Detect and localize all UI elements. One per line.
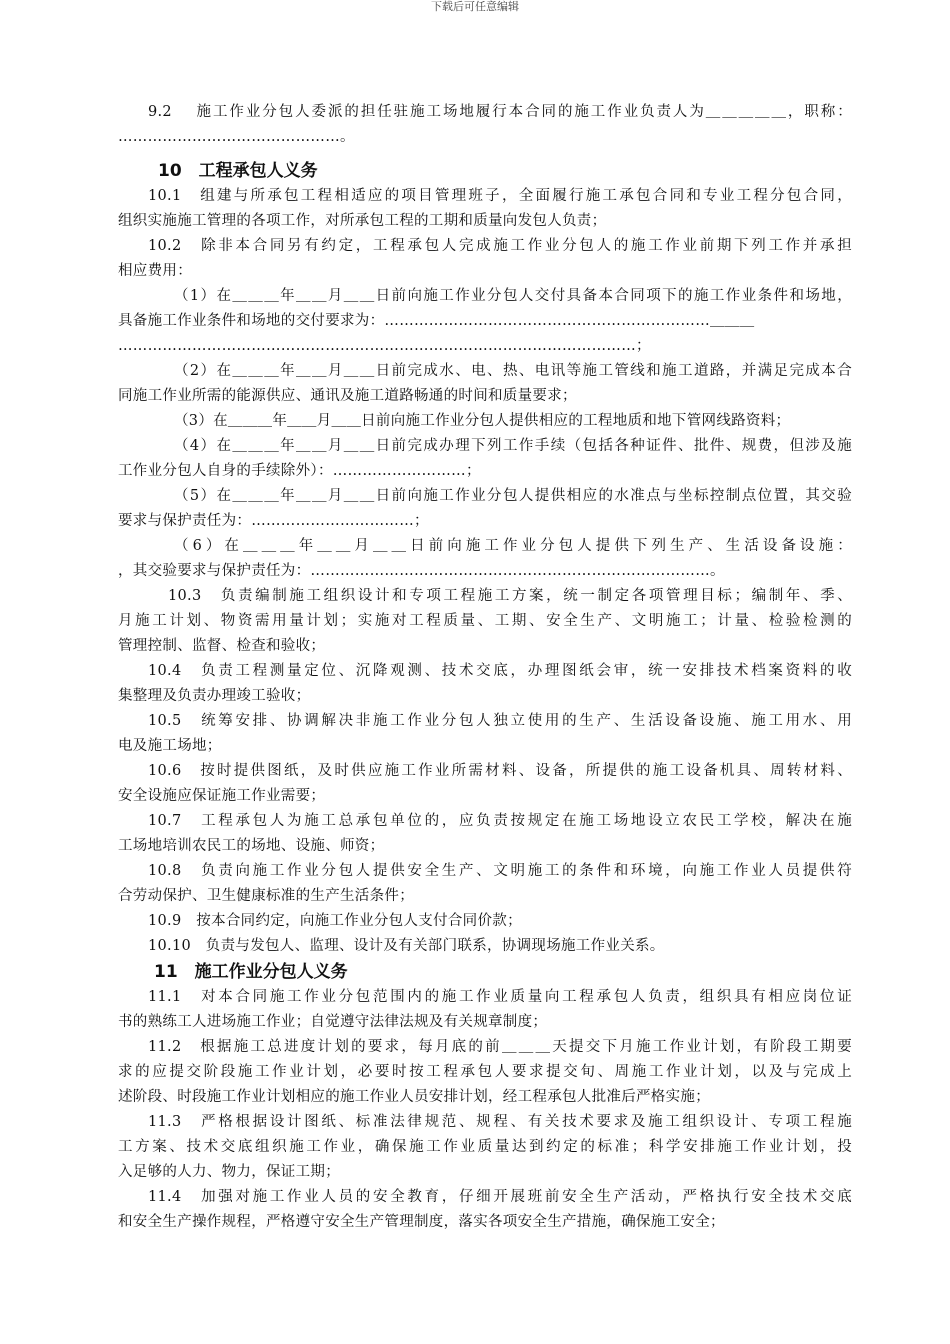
document-line: 述阶段、时段施工作业计划相应的施工作业人员安排计划，经工程承包人批准后严格实施；: [118, 1089, 710, 1105]
document-line: 和安全生产操作规程，严格遵守安全生产管理制度，落实各项安全生产措施，确保施工安全；: [118, 1214, 725, 1230]
document-line: 具备施工作业条件和场地的交付要求为：…………………………………………………………＿＿＿: [118, 313, 755, 329]
document-line: ………………………………………。: [118, 129, 355, 145]
document-line: 10.5 统筹安排、协调解决非施工作业分包人独立使用的生产、生活设备设施、施工用水、用: [148, 713, 852, 729]
section-heading: 10 工程承包人义务: [158, 161, 318, 181]
document-line: 10.2 除非本合同另有约定，工程承包人完成施工作业分包人的施工作业前期下列工作并承担: [148, 238, 852, 254]
document-line: 集整理及负责办理竣工验收；: [118, 688, 311, 704]
document-line: 10.3 负责编制施工组织设计和专项工程施工方案，统一制定各项管理目标；编制年、季、: [168, 588, 852, 604]
document-line: （3）在＿＿＿年＿＿月＿＿日前向施工作业分包人提供相应的工程地质和地下管网线路资料；: [174, 413, 791, 429]
document-line: 10.8 负责向施工作业分包人提供安全生产、文明施工的条件和环境，向施工作业人员提供符: [148, 863, 852, 879]
document-line: 要求与保护责任为：……………………………；: [118, 513, 429, 529]
document-line: （1）在＿＿＿年＿＿月＿＿日前向施工作业分包人交付具备本合同项下的施工作业条件和场地，: [174, 288, 852, 304]
document-line: 10.1 组建与所承包工程相适应的项目管理班子，全面履行施工承包合同和专业工程分包合同，: [148, 188, 852, 204]
document-line: 电及施工场地；: [118, 738, 222, 754]
document-line: 同施工作业所需的能源供应、通讯及施工道路畅通的时间和质量要求；: [118, 388, 577, 404]
document-line: 求的应提交阶段施工作业计划，必要时按工程承包人要求提交旬、周施工作业计划，以及与完成上: [118, 1064, 852, 1080]
document-line: 合劳动保护、卫生健康标准的生产生活条件；: [118, 888, 414, 904]
document-line: 10.6 按时提供图纸，及时供应施工作业所需材料、设备，所提供的施工设备机具、周转材料、: [148, 763, 852, 779]
document-line: 工方案、技术交底组织施工作业，确保施工作业质量达到约定的标准；科学安排施工作业计划，投: [118, 1139, 852, 1155]
document-line: 10.10 负责与发包人、监理、设计及有关部门联系，协调现场施工作业关系。: [148, 938, 665, 954]
document-line: 11.4 加强对施工作业人员的安全教育，仔细开展班前安全生产活动，严格执行安全技术交底: [148, 1189, 852, 1205]
document-line: 管理控制、监督、检查和验收；: [118, 638, 326, 654]
section-heading: 11 施工作业分包人义务: [154, 962, 348, 982]
document-line: 10.7 工程承包人为施工总承包单位的，应负责按规定在施工场地设立农民工学校，解决在施: [148, 813, 852, 829]
document-line: 组织实施施工管理的各项工作，对所承包工程的工期和质量向发包人负责；: [118, 213, 607, 229]
document-line: 安全设施应保证施工作业需要；: [118, 788, 326, 804]
document-line: 工场地培训农民工的场地、设施、师资；: [118, 838, 385, 854]
document-line: 11.2 根据施工总进度计划的要求，每月底的前＿＿＿天提交下月施工作业计划，有阶段工期要: [148, 1039, 852, 1055]
document-line: （5）在＿＿＿年＿＿月＿＿日前向施工作业分包人提供相应的水准点与坐标控制点位置，其交验: [174, 488, 852, 504]
document-line: ……………………………………………………………………………………………；: [118, 338, 651, 354]
document-line: 10.4 负责工程测量定位、沉降观测、技术交底，办理图纸会审，统一安排技术档案资料的收: [148, 663, 852, 679]
document-line: 11.3 严格根据设计图纸、标准法律规范、规程、有关技术要求及施工组织设计、专项工程施: [148, 1114, 852, 1130]
document-line: （2）在＿＿＿年＿＿月＿＿日前完成水、电、热、电讯等施工管线和施工道路，并满足完成本合: [174, 363, 852, 379]
document-line: 10.9 按本合同约定，向施工作业分包人支付合同价款；: [148, 913, 522, 929]
document-line: 月施工计划、物资需用量计划；实施对工程质量、工期、安全生产、文明施工；计量、检验检测的: [118, 613, 852, 629]
document-line: 书的熟练工人进场施工作业；自觉遵守法律法规及有关规章制度；: [118, 1014, 548, 1030]
document-line: （6）在＿＿＿年＿＿月＿＿日前向施工作业分包人提供下列生产、生活设备设施：: [174, 538, 852, 554]
document-line: 工作业分包人自身的手续除外）：………………………；: [118, 463, 481, 479]
page-header-note: 下载后可任意编辑: [431, 0, 519, 13]
document-line: 入足够的人力、物力，保证工期；: [118, 1164, 340, 1180]
document-body: [118, 100, 852, 1235]
document-line: 9.2 施工作业分包人委派的担任驻施工场地履行本合同的施工作业负责人为＿＿＿＿＿，职称：: [148, 104, 852, 120]
document-line: （4）在＿＿＿年＿＿月＿＿日前完成办理下列工作手续（包括各种证件、批件、规费，但涉及施: [174, 438, 852, 454]
document-line: 相应费用：: [118, 263, 192, 279]
document-line: ，其交验要求与保护责任为：………………………………………………………………………。: [118, 563, 725, 579]
document-line: 11.1 对本合同施工作业分包范围内的施工作业质量向工程承包人负责，组织具有相应岗位证: [148, 989, 852, 1005]
